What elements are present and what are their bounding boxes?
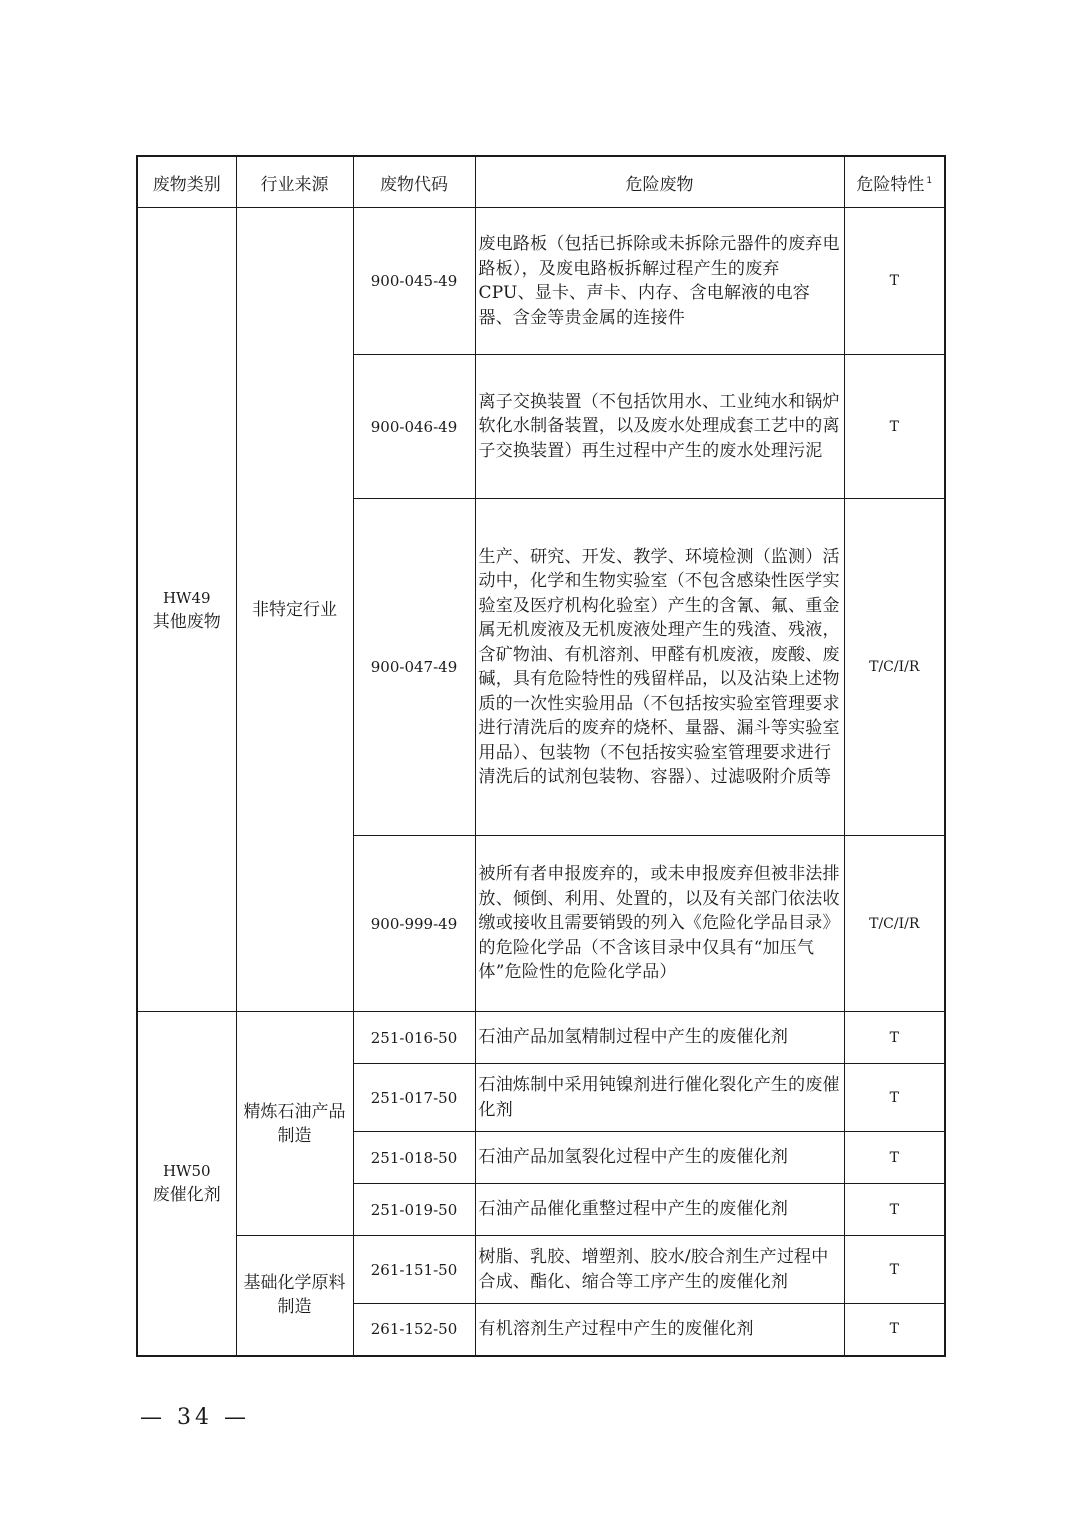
waste-description: 石油产品催化重整过程中产生的废催化剂 [475,1184,844,1236]
hazard-characteristic: T [844,1184,945,1236]
footer-dash-right: — [224,1405,250,1430]
waste-code: 900-999-49 [353,836,475,1012]
table-row [137,208,945,355]
page-number: 34 [177,1405,213,1430]
waste-code: 900-046-49 [353,355,475,499]
hazard-characteristic: T [844,1132,945,1184]
waste-description: 废电路板（包括已拆除或未拆除元器件的废弃电路板），及废电路板拆解过程产生的废弃 CPU、显卡、声卡、内存、含电解液的电容器、含金等贵金属的连接件 [475,208,844,355]
waste-code: 251-016-50 [353,1012,475,1064]
waste-description: 石油炼制中采用钝镍剂进行催化裂化产生的废催化剂 [475,1064,844,1132]
hazardous-waste-table [136,155,946,1357]
waste-code: 261-152-50 [353,1304,475,1356]
hazard-characteristic: T [844,208,945,355]
waste-code: 900-047-49 [353,499,475,836]
waste-description: 石油产品加氢裂化过程中产生的废催化剂 [475,1132,844,1184]
header-waste: 危险废物 [475,156,844,208]
hazard-characteristic: T/C/I/R [844,836,945,1012]
category-cell-hw49 [137,208,236,1012]
waste-code: 261-151-50 [353,1236,475,1304]
industry-cell: 非特定行业 [236,208,353,1012]
header-footnote-mark: 1 [926,175,933,186]
header-category: 废物类别 [137,156,236,208]
hazard-characteristic: T [844,1012,945,1064]
category-code: HW49 [162,588,211,607]
table-row [137,1236,945,1304]
header-code: 废物代码 [353,156,475,208]
category-name: 其他废物 [152,611,221,632]
hazard-characteristic: T [844,1064,945,1132]
waste-description: 树脂、乳胶、增塑剂、胶水/胶合剂生产过程中合成、酯化、缩合等工序产生的废催化剂 [475,1236,844,1304]
page-footer [140,1405,250,1430]
waste-description: 有机溶剂生产过程中产生的废催化剂 [475,1304,844,1356]
category-code: HW50 [162,1162,211,1181]
waste-description: 石油产品加氢精制过程中产生的废催化剂 [475,1012,844,1064]
waste-description: 被所有者申报废弃的，或未申报废弃但被非法排放、倾倒、利用、处置的，以及有关部门依法收缴或接收且需要销毁的列入《危险化学品目录》的危险化学品（不含该目录中仅具有“加压气体”危险性的危险化学品） [475,836,844,1012]
hazard-characteristic: T [844,355,945,499]
footer-dash-left: — [140,1405,166,1430]
hazard-characteristic: T [844,1236,945,1304]
hazard-characteristic: T [844,1304,945,1356]
category-cell-hw50 [137,1012,236,1356]
table-row [137,1012,945,1064]
industry-cell: 精炼石油产品制造 [236,1012,353,1236]
category-name: 废催化剂 [152,1185,221,1206]
table-header-row [137,156,945,208]
waste-description: 离子交换装置（不包括饮用水、工业纯水和锅炉软化水制备装置，以及废水处理成套工艺中的离子交换装置）再生过程中产生的废水处理污泥 [475,355,844,499]
waste-description: 生产、研究、开发、教学、环境检测（监测）活动中，化学和生物实验室（不包含感染性医学实验室及医疗机构化验室）产生的含氰、氟、重金属无机废液及无机废液处理产生的残渣、残液，含矿物油、有机溶剂、甲醛有机废液，废酸、废碱，具有危险特性的残留样品，以及沾染上述物质的一次性实验用品（不包括按实验室管理要求进行清洗后的废弃的烧杯、量器、漏斗等实验室用品）、包装物（不包括按实验室管理要求进行清洗后的试剂包装物、容器）、过滤吸附介质等 [475,499,844,836]
waste-code: 900-045-49 [353,208,475,355]
header-characteristic-label: 危险特性 [856,174,925,195]
header-characteristic [844,156,945,208]
waste-code: 251-018-50 [353,1132,475,1184]
waste-code: 251-019-50 [353,1184,475,1236]
hazard-characteristic: T/C/I/R [844,499,945,836]
waste-code: 251-017-50 [353,1064,475,1132]
header-industry: 行业来源 [236,156,353,208]
industry-cell: 基础化学原料制造 [236,1236,353,1356]
